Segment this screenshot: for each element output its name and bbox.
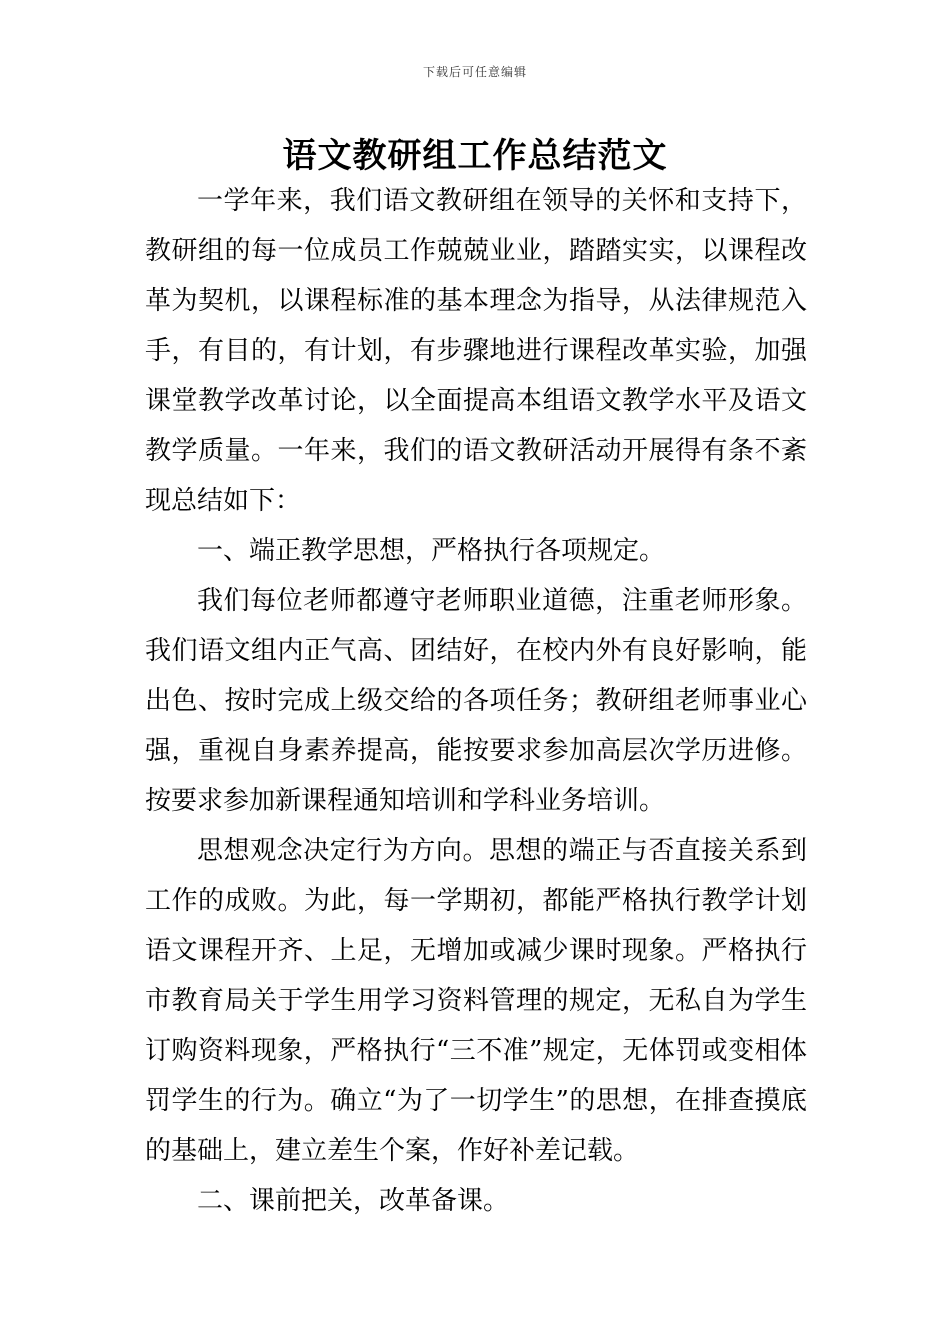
document-body [145, 176, 807, 1226]
document-title: 语文教研组工作总结范文 [282, 136, 668, 176]
paragraph-teachers: 我们每位老师都遵守老师职业道德，注重老师形象。我们语文组内正气高、团结好，在校内外有良好影响，能出色、按时完成上级交给的各项任务；教研组老师事业心强，重视自身素养提高，能按要求参加高层次学历进修。按要求参加新课程通知培训和学科业务培训。 [145, 586, 807, 816]
section-heading-1: 一、端正教学思想，严格执行各项规定。 [197, 536, 666, 566]
paragraph-thinking: 思想观念决定行为方向。思想的端正与否直接关系到工作的成败。为此，每一学期初，都能严格执行教学计划语文课程开齐、上足，无增加或减少课时现象。严格执行市教育局关于学生用学习资料管理的规定，无私自为学生订购资料现象，严格执行“三不准”规定，无体罚或变相体罚学生的行为。确立“为了一切学生”的思想，在排查摸底的基础上，建立差生个案，作好补差记载。 [145, 836, 807, 1166]
paragraph-intro: 一学年来，我们语文教研组在领导的关怀和支持下，教研组的每一位成员工作兢兢业业，踏踏实实，以课程改革为契机，以课程标准的基本理念为指导，从法律规范入手，有目的，有计划，有步骤地进行课程改革实验，加强课堂教学改革讨论，以全面提高本组语文教学水平及语文教学质量。一年来，我们的语文教研活动开展得有条不紊现总结如下： [145, 186, 807, 516]
section-heading-2: 二、课前把关，改革备课。 [197, 1186, 510, 1216]
header-note: 下载后可任意编辑 [422, 65, 527, 79]
